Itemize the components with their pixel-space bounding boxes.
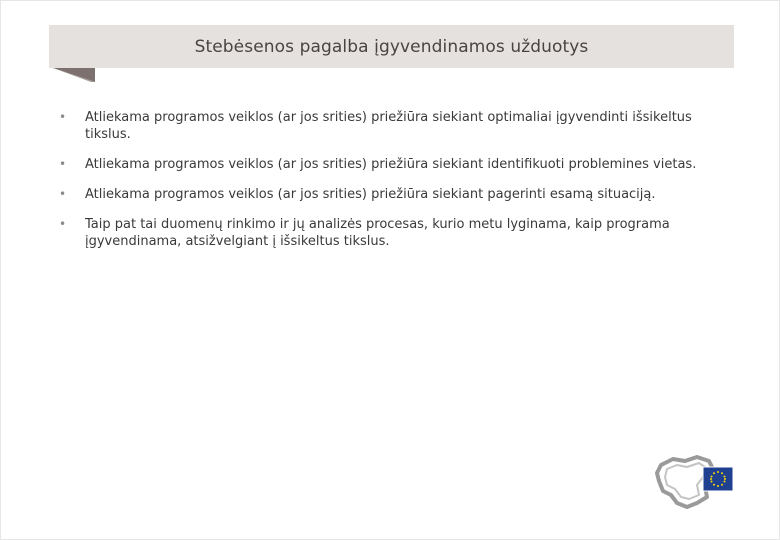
list-item xyxy=(59,109,719,143)
slide-title: Stebėsenos pagalba įgyvendinamos užduotys xyxy=(194,36,589,57)
title-bar xyxy=(49,25,734,68)
bullet-text: Atliekama programos veiklos (ar jos srities) priežiūra siekiant optimaliai įgyvendinti išsikeltus tikslus. xyxy=(85,110,692,142)
list-item xyxy=(59,186,719,203)
bullet-list xyxy=(59,109,719,263)
bullet-marker: • xyxy=(59,217,67,231)
list-item xyxy=(59,216,719,250)
bullet-text: Atliekama programos veiklos (ar jos srities) priežiūra siekiant identifikuoti problemines vietas. xyxy=(85,157,697,172)
bullet-marker: • xyxy=(59,157,67,171)
title-tab-accent xyxy=(53,68,95,82)
lithuania-map-eu-flag-logo xyxy=(653,453,738,511)
bullet-marker: • xyxy=(59,187,67,201)
bullet-marker: • xyxy=(59,110,67,124)
list-item xyxy=(59,156,719,173)
bullet-text: Taip pat tai duomenų rinkimo ir jų analizės procesas, kurio metu lyginama, kaip programa įgyvendinama, atsižvelgiant į išsikeltus tikslus. xyxy=(85,217,670,249)
logo-icon xyxy=(653,453,738,511)
bullet-text: Atliekama programos veiklos (ar jos srities) priežiūra siekiant pagerinti esamą situaciją. xyxy=(85,187,656,202)
